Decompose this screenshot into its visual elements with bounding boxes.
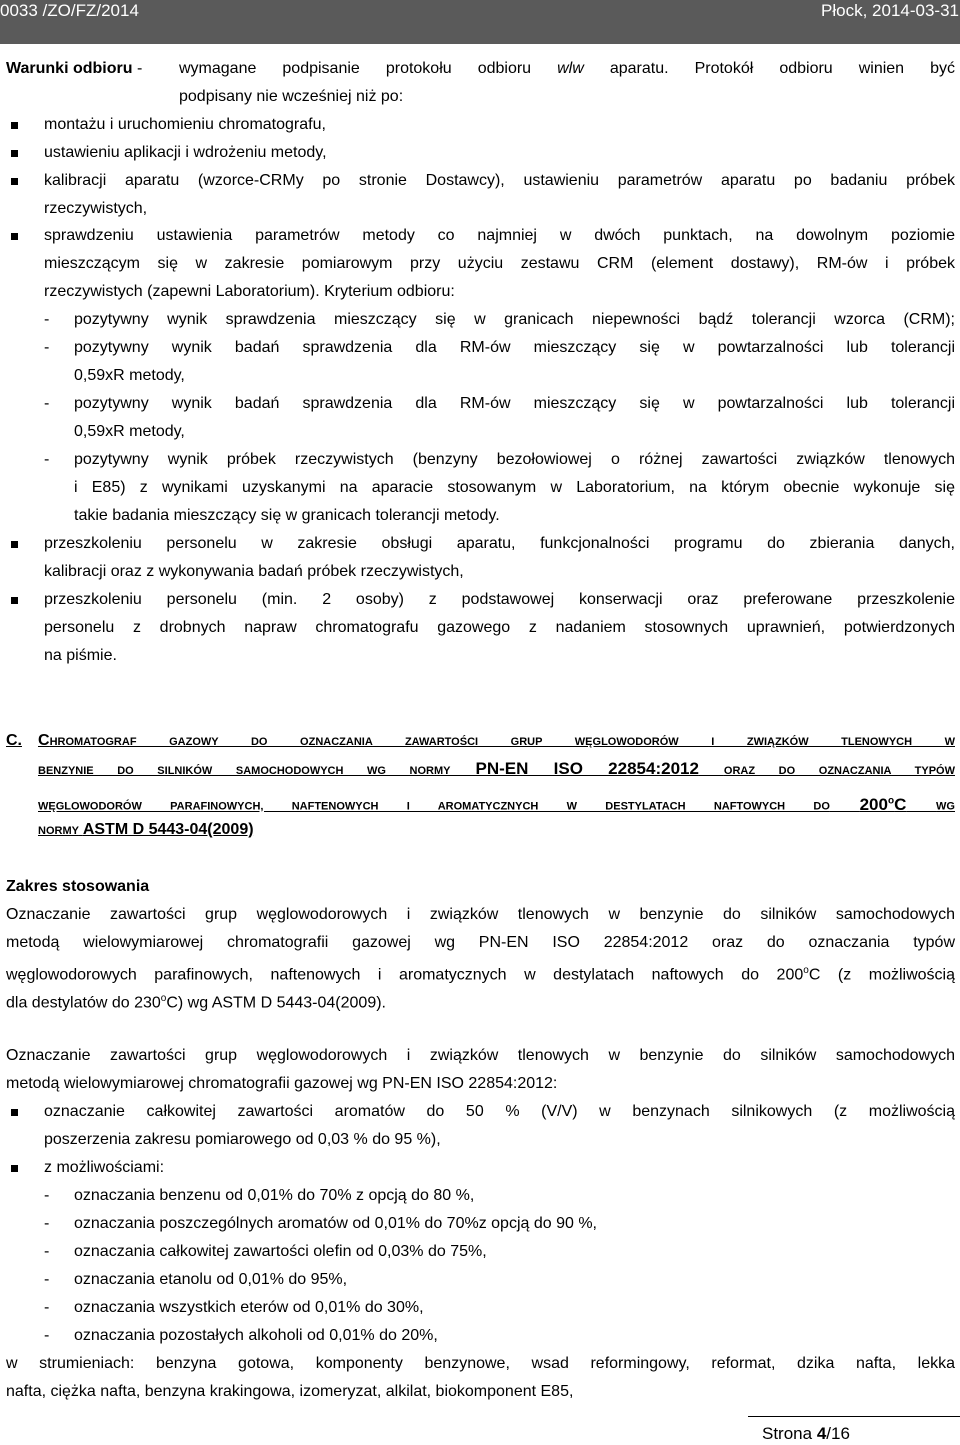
- scope-text: węglowodorowych parafinowych, naftenowych i aromatycznych w destylatach naftowych do 200: [6, 966, 804, 984]
- intro-text-a: wymagane podpisanie protokołu odbioru: [179, 60, 532, 77]
- section-title-norm: ASTM D 5443-04(2009): [82, 821, 254, 838]
- footer-divider: [748, 1416, 960, 1417]
- conditions-intro-line-1: [179, 59, 955, 79]
- conditions-intro-line-2: podpisany nie wcześniej niż po:: [179, 88, 404, 105]
- section-letter: C.: [6, 732, 22, 749]
- bullet-icon: [11, 541, 18, 548]
- degree-sup: o: [160, 993, 167, 1004]
- bullet-icon: [11, 150, 18, 157]
- criteria-item-continuation: 0,59xR metody,: [74, 423, 185, 440]
- criteria-item: pozytywny wynik badań sprawdzenia dla RM-ów mieszczący się w powtarzalności lub tolerancji: [74, 339, 955, 356]
- list-item: ustawieniu aplikacji i wdrożeniu metody,: [44, 144, 327, 161]
- scope-paragraph-1: metodą wielowymiarowej chromatografii gazowej wg PN-EN ISO 22854:2012 oraz do oznaczania typów: [6, 934, 955, 951]
- scope-heading: Zakres stosowania: [6, 878, 150, 895]
- scope-text: C (z możliwością: [808, 966, 956, 984]
- dash-marker: -: [44, 1299, 50, 1316]
- dash-marker: -: [44, 339, 50, 356]
- page-current: 4: [816, 1424, 827, 1443]
- temperature-value: 200: [859, 794, 888, 814]
- section-title-initial: C: [38, 732, 50, 749]
- bullet-icon: [11, 178, 18, 185]
- place-date: Płock, 2014-03-31: [821, 1, 959, 20]
- list-item: przeszkoleniu personelu (min. 2 osoby) z podstawowej konserwacji oraz preferowane przeszkolenie: [44, 591, 955, 608]
- list-item-continuation: rzeczywistych,: [44, 200, 148, 217]
- list-item: montażu i uruchomieniu chromatografu,: [44, 116, 326, 133]
- bullet-icon: [11, 597, 18, 604]
- option-item: oznaczania etanolu od 0,01% do 95%,: [74, 1271, 348, 1288]
- section-title-line-4: [38, 820, 254, 841]
- dash-marker: -: [44, 311, 50, 328]
- section-title-part: NORMY: [38, 825, 79, 837]
- page-prefix: Strona: [762, 1424, 813, 1443]
- scope-paragraph-1: Oznaczanie zawartości grup węglowodorowych i związków tlenowych w benzynie do silników samochodowych: [6, 906, 955, 923]
- bullet-icon: [11, 1165, 18, 1172]
- section-title-line-1: [38, 731, 955, 752]
- section-title-rest: HROMATOGRAF GAZOWY DO OZNACZANIA ZAWARTOŚCI GRUP WĘGLOWODORÓW I ZWIĄZKÓW TLENOWYCH W: [49, 736, 955, 748]
- list-item-continuation: poszerzenia zakresu pomiarowego od 0,03 % do 95 %),: [44, 1131, 441, 1148]
- scope-paragraph-2: metodą wielowymiarowej chromatografii gazowej wg PN-EN ISO 22854:2012:: [6, 1075, 558, 1092]
- scope-text: C) wg ASTM D 5443-04(2009).: [166, 994, 386, 1012]
- dash-marker: -: [44, 1327, 50, 1344]
- scope-paragraph-1: [6, 961, 955, 985]
- option-item: oznaczania całkowitej zawartości olefin od 0,03% do 75%,: [74, 1243, 487, 1260]
- dash-marker: -: [44, 451, 50, 468]
- option-item: oznaczania pozostałych alkoholi od 0,01% do 20%,: [74, 1327, 438, 1344]
- list-item-continuation: personelu z drobnych napraw chromatografu gazowego z nadaniem stosownych uprawnień, potwierdzonych: [44, 619, 955, 636]
- conditions-dash: -: [136, 60, 143, 77]
- criteria-item: pozytywny wynik sprawdzenia mieszczący się w granicach niepewności bądź tolerancji wzorca (CRM);: [74, 311, 955, 328]
- list-item: z możliwościami:: [44, 1159, 165, 1176]
- degree-sup: o: [887, 795, 895, 806]
- dash-marker: -: [44, 1215, 50, 1232]
- list-item: przeszkoleniu personelu w zakresie obsługi aparatu, funkcjonalności programu do zbierania danych,: [44, 535, 955, 552]
- section-title-line-2: [38, 759, 955, 781]
- document-number: 0033 /ZO/FZ/2014: [0, 1, 139, 20]
- header-bar: [0, 0, 960, 44]
- dash-marker: -: [44, 1187, 50, 1204]
- criteria-item: pozytywny wynik próbek rzeczywistych (benzyny bezołowiowej o różnej zawartości związków tlenowych: [74, 451, 955, 468]
- bullet-icon: [11, 1109, 18, 1116]
- list-item: sprawdzeniu ustawienia parametrów metody co najmniej w dwóch punktach, na dowolnym poziomie: [44, 227, 955, 244]
- streams-line: w strumieniach: benzyna gotowa, komponenty benzynowe, wsad reformingowy, reformat, dzika nafta, lekka: [6, 1355, 955, 1372]
- bullet-icon: [11, 122, 18, 129]
- section-title-part: BENZYNIE DO SILNIKÓW SAMOCHODOWYCH WG NORMY: [38, 765, 451, 777]
- section-title-part: WĘGLOWODORÓW PARAFINOWYCH, NAFTENOWYCH I AROMATYCZNYCH W DESTYLATACH NAFTOWYCH DO: [38, 800, 830, 813]
- option-item: oznaczania wszystkich eterów od 0,01% do 30%,: [74, 1299, 424, 1316]
- criteria-item: pozytywny wynik badań sprawdzenia dla RM-ów mieszczący się w powtarzalności lub tolerancji: [74, 395, 955, 412]
- conditions-label: Warunki odbioru: [6, 60, 133, 77]
- list-item: kalibracji aparatu (wzorce-CRMy po stronie Dostawcy), ustawieniu parametrów aparatu po badaniu próbek: [44, 172, 955, 189]
- list-item-continuation: mieszczącym się w zakresie pomiarowym przy użyciu zestawu CRM (element dostawy), RM-ów i próbek: [44, 255, 955, 272]
- dash-marker: -: [44, 395, 50, 412]
- list-item-continuation: rzeczywistych (zapewni Laboratorium). Kryterium odbioru:: [44, 283, 455, 300]
- intro-text-b: aparatu. Protokół odbioru winien być: [609, 60, 956, 77]
- section-title-line-3: [38, 791, 955, 817]
- section-title-temperature: [860, 795, 907, 814]
- intro-text-em: wlw: [557, 60, 584, 77]
- dash-marker: -: [44, 1243, 50, 1260]
- dash-marker: -: [44, 1271, 50, 1288]
- section-title-norm: PN-EN ISO 22854:2012: [475, 759, 699, 778]
- option-item: oznaczania benzenu od 0,01% do 70% z opcją do 80 %,: [74, 1187, 475, 1204]
- scope-paragraph-2: Oznaczanie zawartości grup węglowodorowych i związków tlenowych w benzynie do silników samochodowych: [6, 1047, 955, 1064]
- scope-text: dla destylatów do 230: [6, 994, 161, 1012]
- scope-paragraph-1: [6, 989, 386, 1013]
- section-title-part: WG: [936, 800, 955, 813]
- criteria-item-continuation: i E85) z wynikami uzyskanymi na aparacie stosowanym w Laboratorium, na którym obecnie wykonuje się: [74, 479, 955, 496]
- temperature-unit: C: [894, 794, 907, 814]
- list-item-continuation: na piśmie.: [44, 647, 117, 664]
- section-title-part: ORAZ DO OZNACZANIA TYPÓW: [723, 765, 955, 777]
- criteria-item-continuation: takie badania mieszczący się w granicach tolerancji metody.: [74, 507, 500, 524]
- list-item: oznaczanie całkowitej zawartości aromatów do 50 % (V/V) w benzynach silnikowych (z możliwością: [44, 1103, 955, 1120]
- option-item: oznaczania poszczególnych aromatów od 0,01% do 70%z opcją do 90 %,: [74, 1215, 597, 1232]
- degree-sup: o: [803, 965, 809, 976]
- list-item-continuation: kalibracji oraz z wykonywania badań próbek rzeczywistych,: [44, 563, 464, 580]
- bullet-icon: [11, 233, 18, 240]
- page-total: /16: [826, 1424, 850, 1443]
- streams-line: nafta, ciężka nafta, benzyna krakingowa, izomeryzat, alkilat, biokomponent E85,: [6, 1383, 574, 1400]
- criteria-item-continuation: 0,59xR metody,: [74, 367, 185, 384]
- page-number: [762, 1424, 850, 1444]
- acceptance-conditions-label: [6, 59, 142, 79]
